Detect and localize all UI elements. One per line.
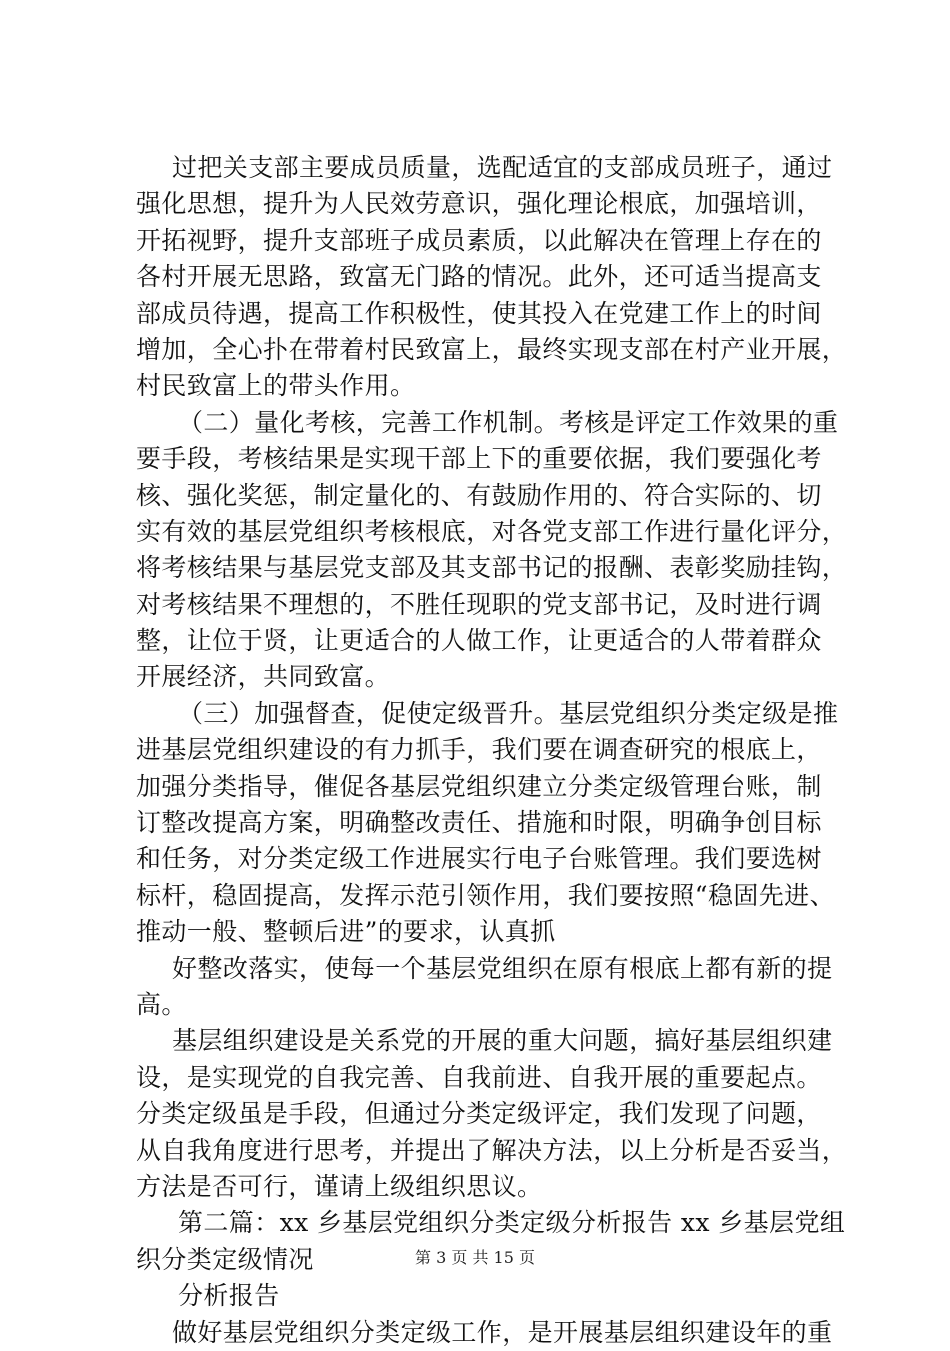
text-line: 村民致富上的带头作用。 bbox=[136, 371, 416, 401]
text-line: 高。 bbox=[136, 989, 187, 1019]
text-line: 和任务，对分类定级工作进展实行电子台账管理。我们要选树 bbox=[136, 844, 822, 874]
text-line: 分析报告 bbox=[178, 1281, 280, 1311]
text-line: 分类定级虽是手段，但通过分类定级评定，我们发现了问题， bbox=[136, 1099, 822, 1129]
document-body bbox=[136, 150, 848, 1351]
chapter-title-line: 第二篇：xx 乡基层党组织分类定级分析报告 xx 乡基层党组 bbox=[178, 1208, 846, 1238]
text-line: 好整改落实，使每一个基层党组织在原有根底上都有新的提 bbox=[172, 953, 833, 983]
text-line: 过把关支部主要成员质量，选配适宜的支部成员班子，通过 bbox=[172, 153, 833, 182]
section-heading-line: （三）加强督查，促使定级晋升。基层党组织分类定级是推 bbox=[178, 698, 839, 728]
text-line: 开展经济，共同致富。 bbox=[136, 662, 391, 692]
text-line: 进基层党组织建设的有力抓手，我们要在调查研究的根底上， bbox=[136, 735, 822, 765]
text-line: 标杆，稳固提高，发挥示范引领作用，我们要按照“稳固先进、 bbox=[136, 880, 835, 910]
text-line: 基层组织建设是关系党的开展的重大问题，搞好基层组织建 bbox=[172, 1026, 833, 1056]
text-line: 强化思想，提升为人民效劳意识，强化理论根底，加强培训， bbox=[136, 189, 822, 219]
text-line: 部成员待遇，提高工作积极性，使其投入在党建工作上的时间 bbox=[136, 298, 822, 328]
text-line: 加强分类指导，催促各基层党组织建立分类定级管理台账，制 bbox=[136, 771, 822, 801]
text-line: 设，是实现党的自我完善、自我前进、自我开展的重要起点。 bbox=[136, 1062, 822, 1092]
text-line: 各村开展无思路，致富无门路的情况。此外，还可适当提高支 bbox=[136, 262, 822, 292]
text-line: 开拓视野，提升支部班子成员素质，以此解决在管理上存在的 bbox=[136, 225, 822, 255]
chapter-title-line: 织分类定级情况 bbox=[136, 1244, 314, 1274]
text-line: 对考核结果不理想的，不胜任现职的党支部书记，及时进行调 bbox=[136, 589, 822, 619]
text-line: 方法是否可行，谨请上级组织思议。 bbox=[136, 1171, 543, 1201]
text-line: 做好基层党组织分类定级工作，是开展基层组织建设年的重 bbox=[172, 1317, 833, 1347]
text-line: 推动一般、整顿后进”的要求，认真抓 bbox=[136, 917, 556, 947]
page-number-footer: 第 3 页 共 15 页 bbox=[415, 1248, 535, 1267]
text-line: 核、强化奖惩，制定量化的、有鼓励作用的、符合实际的、切 bbox=[136, 480, 822, 510]
section-heading-line: （二）量化考核，完善工作机制。考核是评定工作效果的重 bbox=[178, 407, 839, 437]
text-line: 整，让位于贤，让更适合的人做工作，让更适合的人带着群众 bbox=[136, 626, 822, 656]
text-line: 实有效的基层党组织考核根底，对各党支部工作进行量化评分， bbox=[136, 516, 848, 546]
text-line: 将考核结果与基层党支部及其支部书记的报酬、表彰奖励挂钩， bbox=[136, 553, 848, 583]
text-line: 增加，全心扑在带着村民致富上，最终实现支部在村产业开展， bbox=[136, 334, 848, 364]
text-line: 从自我角度进行思考，并提出了解决方法，以上分析是否妥当， bbox=[136, 1135, 848, 1165]
text-line: 订整改提高方案，明确整改责任、措施和时限，明确争创目标 bbox=[136, 808, 822, 838]
text-line: 要手段，考核结果是实现干部上下的重要依据，我们要强化考 bbox=[136, 444, 822, 474]
